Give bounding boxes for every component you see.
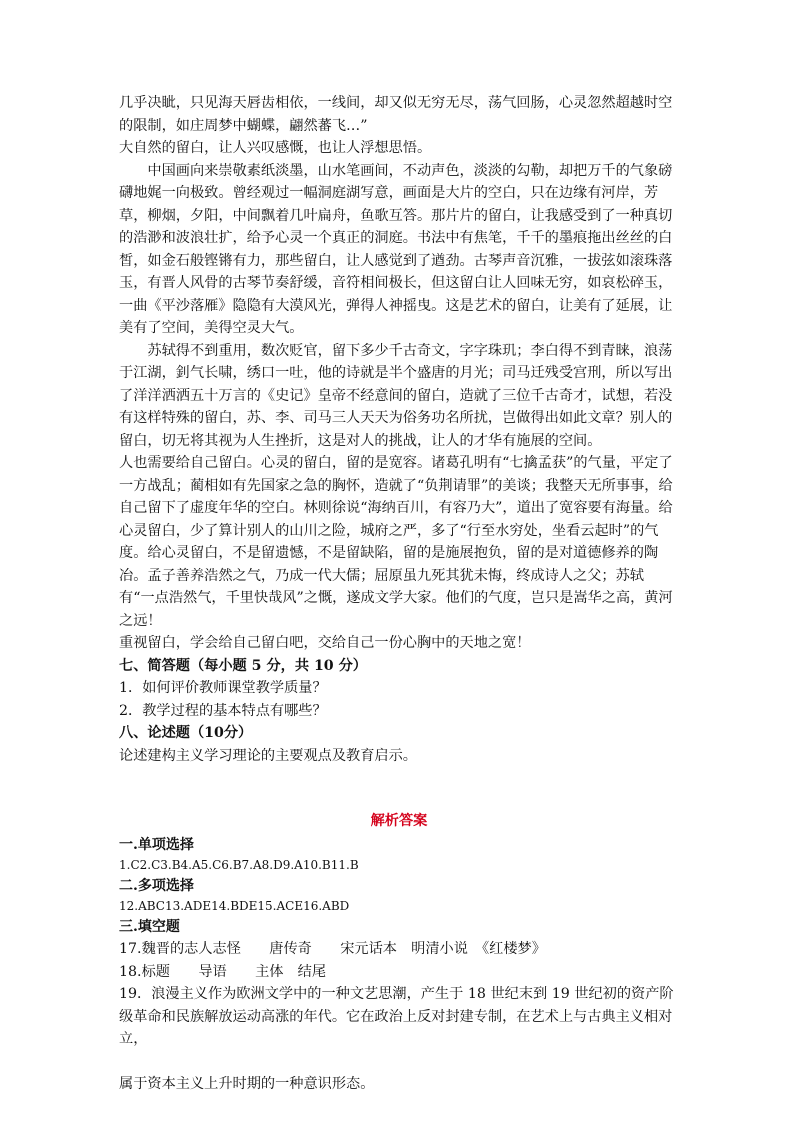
document-content — [119, 92, 679, 1095]
section-7-title: 七、简答题（每小题 5 分，共 10 分） — [119, 657, 367, 674]
answer-18: 18.标题 导语 主体 结尾 — [119, 963, 327, 980]
section-8-question-1: 论述建构主义学习理论的主要观点及教育启示。 — [119, 747, 417, 764]
answers-fill-blank-title: 三.填空题 — [119, 919, 180, 935]
answers-multi-choice-body: 12.ABC13.ADE14.BDE15.ACE16.ABD — [119, 899, 350, 913]
spacer — [119, 1051, 679, 1073]
essay-paragraph-2: 大自然的留白，让人兴叹感慨，也让人浮想思悟。 — [119, 140, 432, 156]
essay-paragraph-6: 重视留白，学会给自己留白吧，交给自己一份心胸中的天地之宽！ — [119, 635, 531, 651]
answer-17: 17.魏晋的志人志怪 唐传奇 宋元话本 明清小说 《红楼梦》 — [119, 941, 546, 957]
answers-title: 解析答案 — [370, 813, 428, 829]
answer-19: 19．浪漫主义作为欧洲文学中的一种文艺思潮，产生于 18 世纪末到 19 世纪初的资产阶级革命和民族解放运动高涨的年代。它在政治上反对封建专制，在艺术上与古典主义相对立， — [119, 986, 674, 1047]
essay-paragraph-1: 几乎决眦，只见海天唇齿相依，一线间，却又似无穷无尽，荡气回肠，心灵忽然超越时空的限制，如庄周梦中蝴蝶，翩然蕃飞…” — [119, 95, 673, 134]
essay-paragraph-5: 人也需要给自己留白。心灵的留白，留的是宽容。诸葛孔明有“七擒孟获”的气量，平定了一方战乱；蔺相如有先国家之急的胸怀，造就了“负荆请罪”的美谈；我整天无所事事，给自己留下了虚度年华的空白。林则徐说“海纳百川，有容乃大”，道出了宽容要有海量。给心灵留白，少了算计别人的山川之险，城府之严，多了“行至水穷处，坐看云起时”的气度。给心灵留白，不是留遗憾，不是留缺陷，留的是施展抱负，留的是对道德修养的陶冶。孟子善养浩然之气，乃成一代大儒；屈原虽九死其犹未悔，终成诗人之父；苏轼有“一点浩然气，千里快哉风”之慨，遂成文学大家。他们的气度，岂只是嵩华之高，黄河之远！ — [119, 455, 673, 629]
essay-paragraph-4: 苏轼得不到重用，数次贬官，留下多少千古奇文，字字珠玑；李白得不到青睐，浪荡于江湖，釗气长啸，绣口一吐，他的诗就是半个盛唐的月光；司马迁残受宫刑，所以写出了洋洋洒洒五十万言的《史记》皇帝不经意间的留白，造就了三位千古奇才，试想，若没有这样特殊的留白，苏、李、司马三人天天为俗务功名所扰，岂做得出如此文章？别人的留白，切无将其视为人生挫折，这是对人的挑战，让人的才华有施展的空间。 — [119, 342, 673, 449]
section-7-question-2: 2．教学过程的基本特点有哪些？ — [119, 702, 327, 719]
answers-multi-choice-title: 二.多项选择 — [119, 878, 194, 894]
section-7-question-1: 1．如何评价教师课堂教学质量？ — [119, 680, 327, 696]
answers-single-choice-body: 1.C2.C3.B4.A5.C6.B7.A8.D9.A10.B11.B — [119, 858, 359, 872]
section-8-title: 八、论述题（10分） — [119, 725, 253, 741]
answer-19-continued: 属于资本主义上升时期的一种意识形态。 — [119, 1075, 375, 1092]
answers-single-choice-title: 一.单项选择 — [119, 837, 194, 853]
essay-paragraph-3: 中国画向来崇敬素纸淡墨，山水笔画间，不动声色，淡淡的勾勒，却把万千的气象磅礴地娓一向极致。曾经观过一幅洞庭湖写意，画面是大片的空白，只在边缘有河岸，芳草，柳烟，夕阳，中间飘着几叶扁舟，鱼歌互答。那片片的留白，让我感受到了一种真切的浩渺和波浪壮扩，给予心灵一个真正的洞庭。书法中有焦笔，千千的墨痕拖出丝丝的白皙，如金石般铿锵有力，那些留白，让人感觉到了遒劲。古琴声音沉雅，一拔弦如滚珠落玉，有晋人风骨的古琴节奏舒缓，音符相间极长，但这留白让人回味无穷，如哀松碎玉，一曲《平沙落雁》隐隐有大漠风光，弹得人神摇曳。这是艺术的留白，让美有了延展，让美有了空间，美得空灵大气。 — [119, 162, 673, 336]
